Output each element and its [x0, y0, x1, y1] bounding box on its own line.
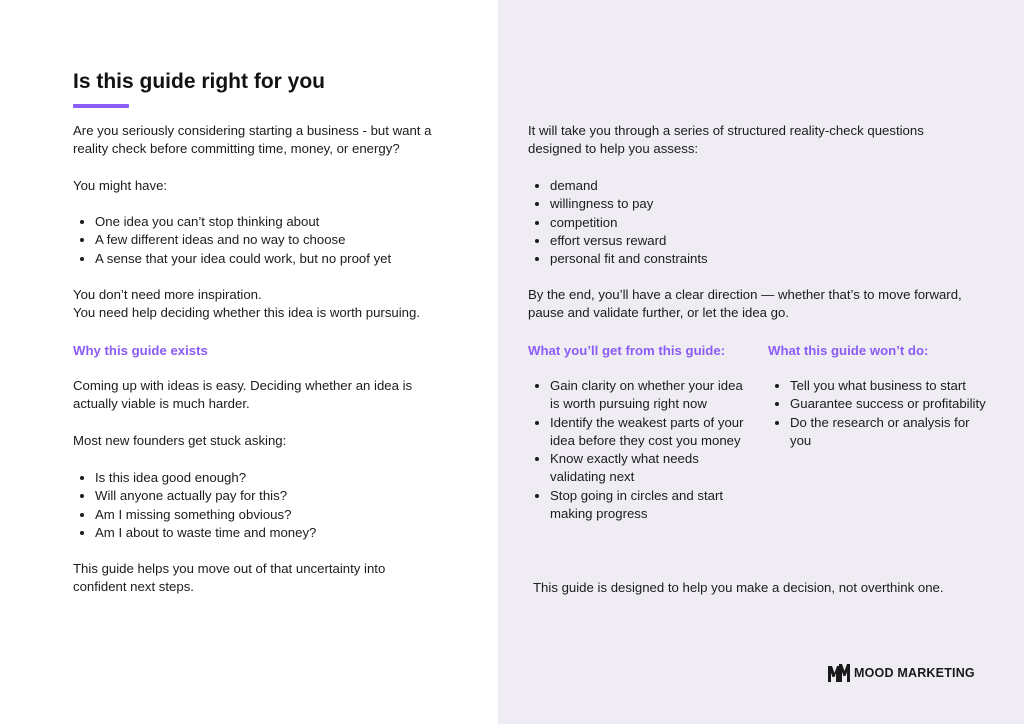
why-heading: Why this guide exists: [73, 343, 208, 358]
intro-paragraph: Are you seriously considering starting a business - but want a reality check before committing time, money, or energy?: [73, 123, 432, 157]
stuck-label: Most new founders get stuck asking:: [73, 433, 287, 448]
list-item: • Stop going in circles and start making progress: [550, 487, 753, 524]
list-item: • A few different ideas and no way to choose: [95, 231, 473, 249]
might-have-list: [73, 213, 473, 268]
list-item: • A sense that your idea could work, but no proof yet: [95, 250, 473, 268]
list-item: • Identify the weakest parts of your idea before they cost you money: [550, 414, 753, 451]
list-item: • Is this idea good enough?: [95, 469, 473, 487]
list-item: • Guarantee success or profitability: [790, 395, 988, 413]
right-closing: This guide is designed to help you make a decision, not overthink one.: [533, 580, 944, 595]
inspiration-line: You need help deciding whether this idea is worth pursuing.: [73, 305, 421, 321]
list-item: • demand: [550, 177, 968, 195]
list-item: • willingness to pay: [550, 195, 968, 213]
list-item: • competition: [550, 214, 968, 232]
list-item: • One idea you can’t stop thinking about: [95, 213, 473, 231]
page-title: Is this guide right for you: [73, 70, 325, 93]
mm-logo-icon: [828, 664, 850, 682]
list-item: • Will anyone actually pay for this?: [95, 487, 473, 505]
list-item: • Do the research or analysis for you: [790, 414, 988, 451]
list-item: • Tell you what business to start: [790, 377, 988, 395]
inspiration-line: You don’t need more inspiration.: [73, 287, 262, 302]
list-item: • Gain clarity on whether your idea is worth pursuing right now: [550, 377, 753, 414]
get-list: [528, 377, 753, 523]
right-intro: It will take you through a series of structured reality-check questions designed to help you assess:: [528, 123, 924, 157]
inspiration-paragraph: [73, 286, 473, 323]
might-have-label: You might have:: [73, 178, 168, 193]
list-item: • Am I about to waste time and money?: [95, 524, 473, 542]
list-item: • personal fit and constraints: [550, 250, 968, 268]
why-paragraph: Coming up with ideas is easy. Deciding whether an idea is actually viable is much harder.: [73, 378, 413, 412]
wont-heading: What this guide won’t do:: [768, 343, 929, 358]
get-heading: What you’ll get from this guide:: [528, 343, 726, 358]
left-panel: [0, 0, 498, 724]
title-underline: [73, 104, 129, 108]
list-item: • Am I missing something obvious?: [95, 506, 473, 524]
right-panel: [498, 0, 1024, 724]
end-paragraph: By the end, you’ll have a clear direction — whether that’s to move forward, pause and validate further, or let the idea go.: [528, 287, 962, 321]
list-item: • Know exactly what needs validating next: [550, 450, 753, 487]
brand-logo: [828, 664, 975, 682]
stuck-list: [73, 469, 473, 542]
wont-list: [768, 377, 988, 450]
left-closing: This guide helps you move out of that uncertainty into confident next steps.: [73, 561, 386, 595]
brand-name: MOOD MARKETING: [854, 666, 975, 680]
assess-list: [528, 177, 968, 268]
list-item: • effort versus reward: [550, 232, 968, 250]
